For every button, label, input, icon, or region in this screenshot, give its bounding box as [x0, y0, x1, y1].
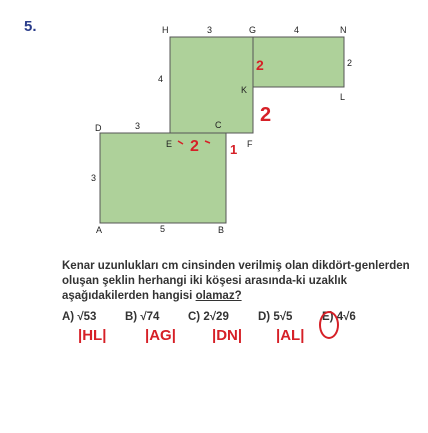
choice-value: 4√6 [336, 311, 356, 323]
choice-b[interactable] [125, 311, 159, 323]
handwritten-gk-length: 2 [256, 57, 264, 73]
point-k: K [241, 85, 248, 95]
handwritten-ec-length: 2 [190, 138, 199, 155]
choice-value: 5√5 [273, 311, 293, 323]
handwritten-kl-length: 2 [260, 104, 272, 126]
point-e: E [166, 139, 173, 149]
selected-answer-circle [319, 311, 339, 339]
choice-letter: C) [188, 311, 201, 323]
handwritten-cf-length: 1 [230, 142, 238, 157]
point-b: B [218, 225, 225, 235]
choice-a[interactable] [62, 311, 96, 323]
point-f: F [247, 139, 253, 149]
point-c: C [215, 120, 222, 130]
question-number: 5. [24, 18, 37, 35]
choice-letter: B) [125, 311, 138, 323]
length-hk: 4 [158, 74, 164, 84]
handwritten-answer-c: |DN| [212, 327, 243, 344]
choice-value: √74 [140, 311, 160, 323]
point-d: D [95, 123, 102, 133]
choice-c[interactable] [188, 311, 229, 323]
handwritten-answer-b: |AG| [145, 327, 176, 344]
rect-gnlk [253, 37, 344, 87]
length-dc: 3 [135, 121, 141, 131]
length-gn: 4 [294, 25, 300, 35]
point-n: N [340, 25, 347, 35]
length-hg: 3 [207, 25, 213, 35]
choice-letter: D) [258, 311, 271, 323]
question-emphasis: olamaz? [195, 290, 242, 302]
choice-letter: E) [322, 311, 334, 323]
choice-letter: A) [62, 311, 75, 323]
length-nl: 2 [347, 58, 353, 68]
point-l: L [340, 92, 346, 102]
handwritten-answer-d: |AL| [276, 327, 305, 344]
length-ab: 5 [160, 224, 166, 234]
point-g: G [249, 25, 257, 35]
point-h: H [162, 25, 169, 35]
choice-d[interactable] [258, 311, 292, 323]
length-ad: 3 [91, 173, 97, 183]
point-a: A [96, 225, 103, 235]
rect-abcd [100, 133, 226, 223]
choice-value: 2√29 [203, 311, 229, 323]
handwritten-answer-a: |HL| [78, 327, 107, 344]
choice-value: √53 [77, 311, 97, 323]
question-text [62, 259, 422, 304]
question-body: Kenar uzunlukları cm cinsinden verilmiş olan dikdört-genlerden oluşan şeklin herhangi iki köşesi arasında-ki uzaklık aşağıdakilerden hangisi [62, 260, 410, 302]
